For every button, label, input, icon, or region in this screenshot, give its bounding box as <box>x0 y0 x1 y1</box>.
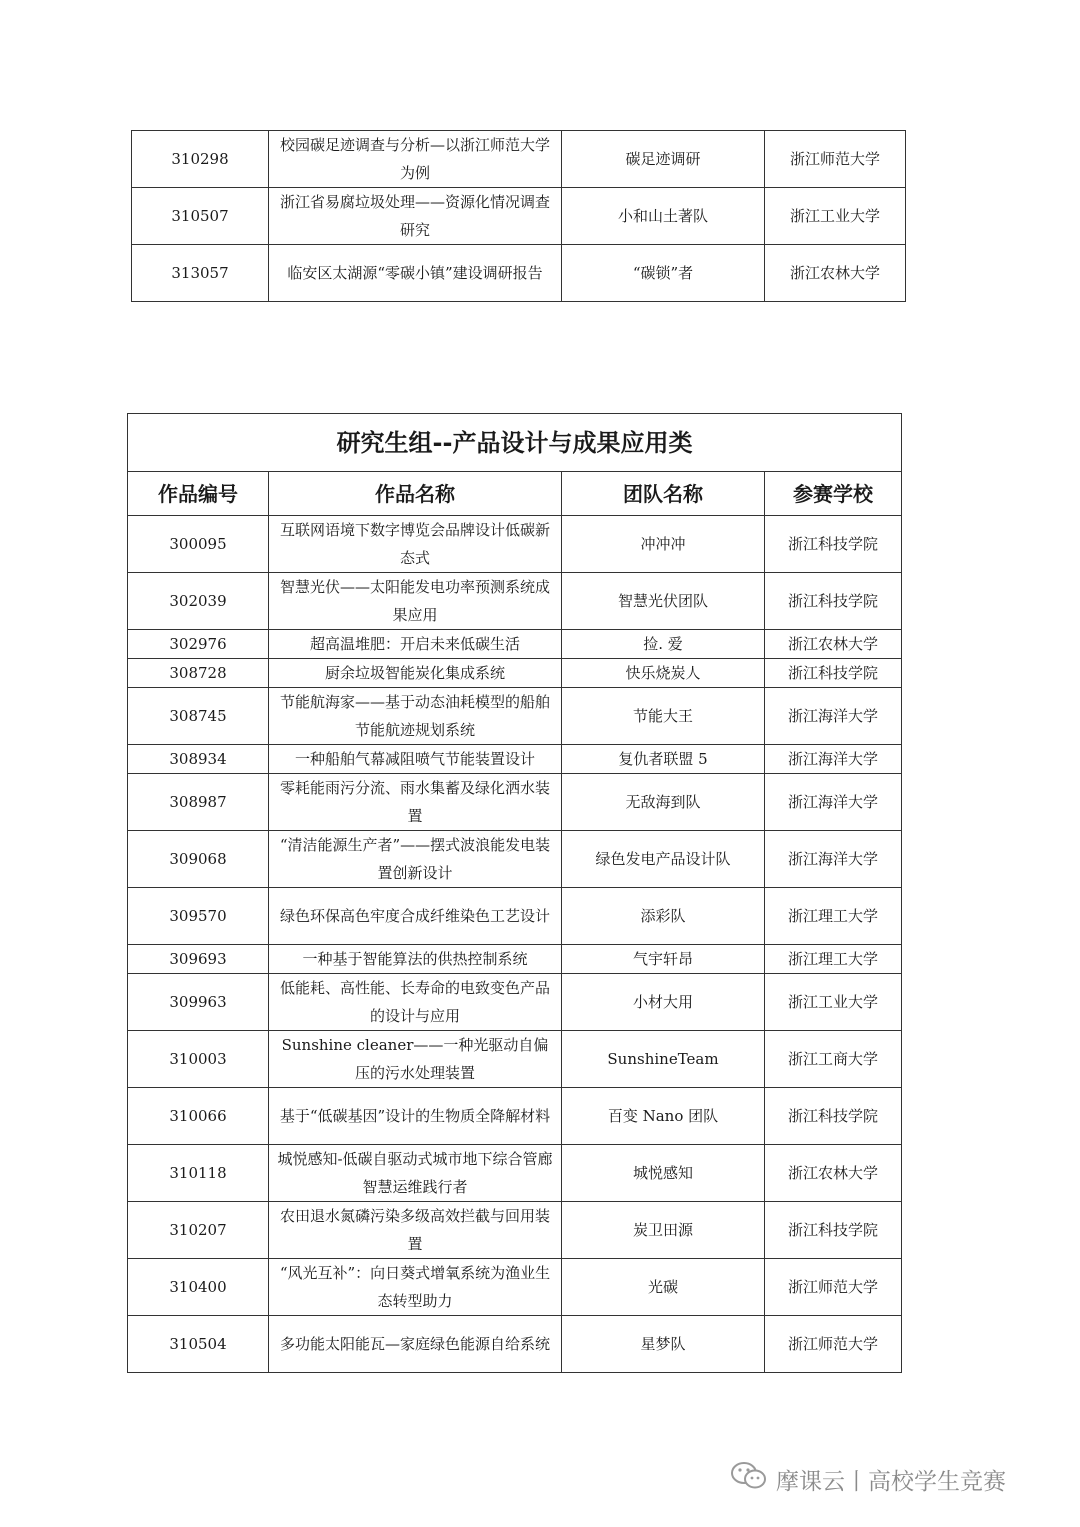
cell-school: 浙江师范大学 <box>765 131 906 188</box>
table-row <box>128 745 902 774</box>
main-table-body <box>128 414 902 1373</box>
table-row <box>128 1088 902 1145</box>
cell-name: “风光互补”：向日葵式增氧系统为渔业生态转型助力 <box>269 1259 562 1316</box>
cell-name: 浙江省易腐垃圾处理——资源化情况调查研究 <box>269 188 562 245</box>
cell-name: 多功能太阳能瓦—家庭绿色能源自给系统 <box>269 1316 562 1373</box>
column-header-school: 参赛学校 <box>765 472 902 516</box>
cell-team: 快乐烧炭人 <box>562 659 765 688</box>
watermark <box>730 1460 1006 1498</box>
table-row <box>128 573 902 630</box>
cell-id: 302039 <box>128 573 269 630</box>
cell-school: 浙江师范大学 <box>765 1259 902 1316</box>
cell-school: 浙江农林大学 <box>765 630 902 659</box>
results-table-continued <box>131 130 906 302</box>
cell-id: 308728 <box>128 659 269 688</box>
cell-id: 313057 <box>132 245 269 302</box>
table-row <box>128 630 902 659</box>
cell-name: 低能耗、高性能、长寿命的电致变色产品的设计与应用 <box>269 974 562 1031</box>
cell-name: 互联网语境下数字博览会品牌设计低碳新态式 <box>269 516 562 573</box>
cell-school: 浙江科技学院 <box>765 516 902 573</box>
cell-school: 浙江科技学院 <box>765 1088 902 1145</box>
cell-id: 310298 <box>132 131 269 188</box>
cell-name: 厨余垃圾智能炭化集成系统 <box>269 659 562 688</box>
cell-name: 绿色环保高色牢度合成纤维染色工艺设计 <box>269 888 562 945</box>
cell-name: 一种基于智能算法的供热控制系统 <box>269 945 562 974</box>
cell-team: 绿色发电产品设计队 <box>562 831 765 888</box>
cell-team: 节能大王 <box>562 688 765 745</box>
column-header-team: 团队名称 <box>562 472 765 516</box>
cell-name: Sunshine cleaner——一种光驱动自偏压的污水处理装置 <box>269 1031 562 1088</box>
cell-name: “清洁能源生产者”——摆式波浪能发电装置创新设计 <box>269 831 562 888</box>
cell-id: 308987 <box>128 774 269 831</box>
table-row <box>128 831 902 888</box>
cell-name: 节能航海家——基于动态油耗模型的船舶节能航迹规划系统 <box>269 688 562 745</box>
cell-school: 浙江师范大学 <box>765 1316 902 1373</box>
top-table-body <box>132 131 906 302</box>
table-row <box>128 1031 902 1088</box>
cell-team: 碳足迹调研 <box>562 131 765 188</box>
cell-school: 浙江科技学院 <box>765 573 902 630</box>
table-row <box>128 888 902 945</box>
table-title-row <box>128 414 902 472</box>
cell-school: 浙江理工大学 <box>765 888 902 945</box>
cell-team: 添彩队 <box>562 888 765 945</box>
cell-id: 310066 <box>128 1088 269 1145</box>
cell-team: 城悦感知 <box>562 1145 765 1202</box>
table-row <box>128 659 902 688</box>
cell-id: 309693 <box>128 945 269 974</box>
table-row <box>128 1145 902 1202</box>
cell-name: 农田退水氮磷污染多级高效拦截与回用装置 <box>269 1202 562 1259</box>
cell-team: 复仇者联盟 5 <box>562 745 765 774</box>
table-row <box>128 945 902 974</box>
cell-name: 校园碳足迹调查与分析—以浙江师范大学为例 <box>269 131 562 188</box>
cell-id: 308745 <box>128 688 269 745</box>
cell-school: 浙江科技学院 <box>765 659 902 688</box>
table-row <box>128 974 902 1031</box>
cell-id: 309570 <box>128 888 269 945</box>
cell-name: 临安区太湖源“零碳小镇”建设调研报告 <box>269 245 562 302</box>
table-header-row <box>128 472 902 516</box>
cell-team: 捡. 爱 <box>562 630 765 659</box>
cell-name: 城悦感知-低碳自驱动式城市地下综合管廊智慧运维践行者 <box>269 1145 562 1202</box>
cell-team: 小材大用 <box>562 974 765 1031</box>
cell-team: 小和山土著队 <box>562 188 765 245</box>
table-title: 研究生组--产品设计与成果应用类 <box>128 414 902 472</box>
wechat-icon <box>730 1460 768 1498</box>
cell-name: 超高温堆肥：开启未来低碳生活 <box>269 630 562 659</box>
cell-team: SunshineTeam <box>562 1031 765 1088</box>
cell-team: 百变 Nano 团队 <box>562 1088 765 1145</box>
cell-school: 浙江工商大学 <box>765 1031 902 1088</box>
cell-id: 308934 <box>128 745 269 774</box>
cell-team: 气宇轩昂 <box>562 945 765 974</box>
table-row <box>128 1259 902 1316</box>
cell-school: 浙江海洋大学 <box>765 831 902 888</box>
cell-name: 一种船舶气幕减阻喷气节能装置设计 <box>269 745 562 774</box>
cell-team: 星梦队 <box>562 1316 765 1373</box>
cell-school: 浙江农林大学 <box>765 245 906 302</box>
cell-team: “碳锁”者 <box>562 245 765 302</box>
cell-id: 310504 <box>128 1316 269 1373</box>
cell-id: 309068 <box>128 831 269 888</box>
cell-id: 310003 <box>128 1031 269 1088</box>
cell-id: 309963 <box>128 974 269 1031</box>
cell-id: 302976 <box>128 630 269 659</box>
cell-school: 浙江工业大学 <box>765 974 902 1031</box>
cell-school: 浙江海洋大学 <box>765 688 902 745</box>
cell-id: 310207 <box>128 1202 269 1259</box>
cell-school: 浙江科技学院 <box>765 1202 902 1259</box>
table-row <box>128 516 902 573</box>
table-row <box>128 1316 902 1373</box>
table-row <box>132 245 906 302</box>
cell-name: 零耗能雨污分流、雨水集蓄及绿化洒水装置 <box>269 774 562 831</box>
cell-team: 炭卫田源 <box>562 1202 765 1259</box>
cell-team: 无敌海到队 <box>562 774 765 831</box>
cell-team: 冲冲冲 <box>562 516 765 573</box>
cell-team: 智慧光伏团队 <box>562 573 765 630</box>
cell-school: 浙江海洋大学 <box>765 774 902 831</box>
table-row <box>132 131 906 188</box>
cell-school: 浙江农林大学 <box>765 1145 902 1202</box>
table-row <box>128 688 902 745</box>
table-row <box>132 188 906 245</box>
cell-id: 300095 <box>128 516 269 573</box>
cell-id: 310400 <box>128 1259 269 1316</box>
column-header-id: 作品编号 <box>128 472 269 516</box>
cell-name: 基于“低碳基因”设计的生物质全降解材料 <box>269 1088 562 1145</box>
cell-school: 浙江理工大学 <box>765 945 902 974</box>
cell-school: 浙江海洋大学 <box>765 745 902 774</box>
results-table-graduate-product-design <box>127 413 902 1373</box>
watermark-text: 摩课云丨高校学生竞赛 <box>776 1468 1006 1495</box>
cell-id: 310118 <box>128 1145 269 1202</box>
cell-school: 浙江工业大学 <box>765 188 906 245</box>
table-row <box>128 774 902 831</box>
cell-id: 310507 <box>132 188 269 245</box>
cell-team: 光碳 <box>562 1259 765 1316</box>
table-row <box>128 1202 902 1259</box>
column-header-name: 作品名称 <box>269 472 562 516</box>
cell-name: 智慧光伏——太阳能发电功率预测系统成果应用 <box>269 573 562 630</box>
